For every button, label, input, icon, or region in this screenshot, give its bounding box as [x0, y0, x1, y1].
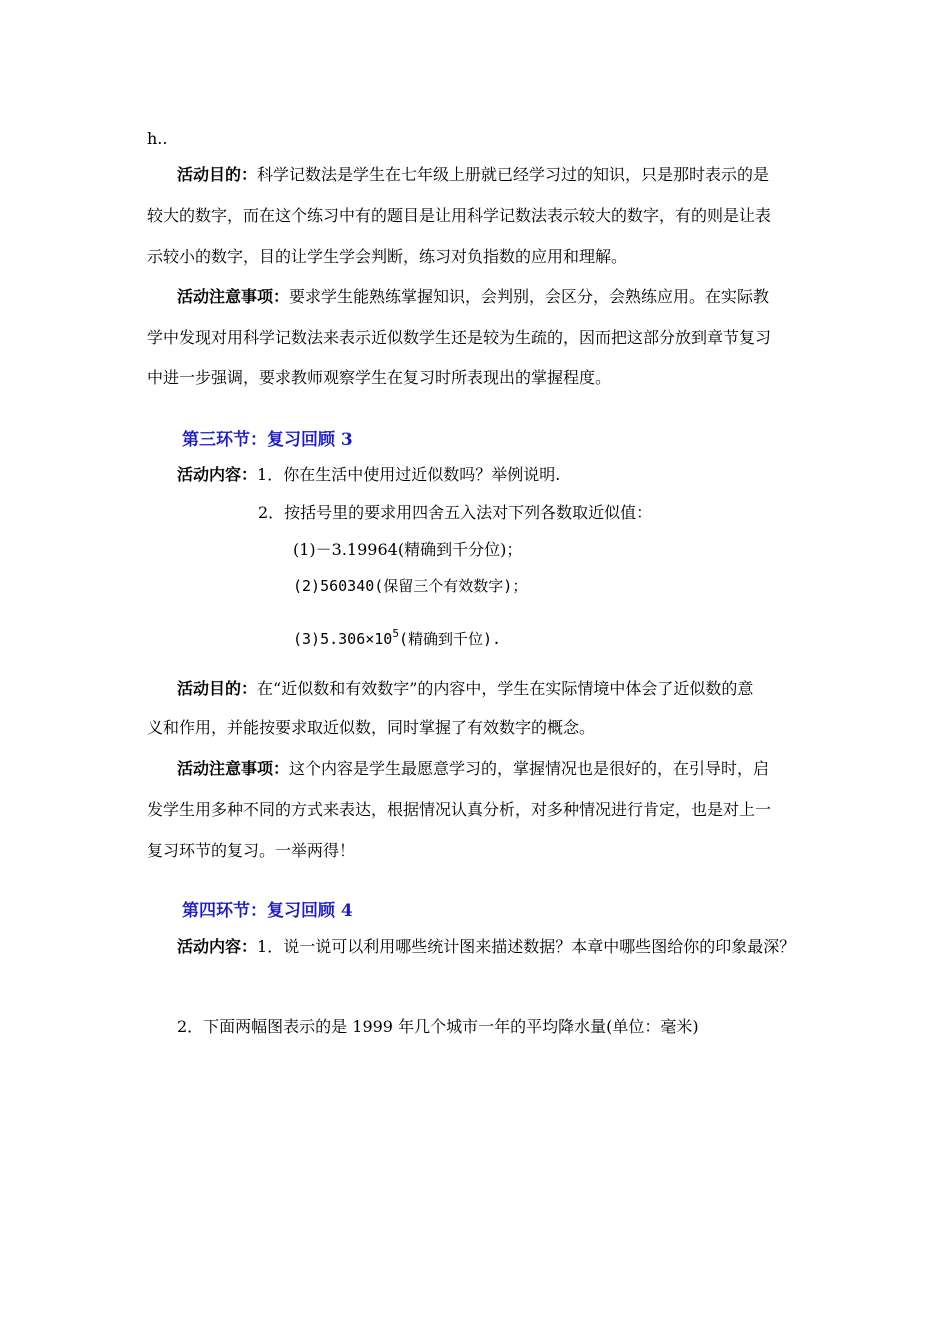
section-4-question-2: 2．下面两幅图表示的是 1999 年几个城市一年的平均降水量(单位：毫米): [177, 1017, 699, 1036]
item-3-requirement: (精确到千位).: [398, 630, 502, 648]
paragraph-purpose-2-line-2: 较大的数字，而在这个练习中有的题目是让用科学记数法表示较大的数字，有的则是让表: [147, 206, 772, 225]
paragraph-notes-2-line-3: 中进一步强调，要求教师观察学生在复习时所表现出的掌握程度。: [147, 368, 612, 387]
notes-text: 这个内容是学生最愿意学习的，掌握情况也是很好的，在引导时，启: [289, 759, 770, 778]
notes-text: 要求学生能熟练掌握知识，会判别，会区分，会熟练应用。在实际教: [289, 287, 770, 306]
approximation-item-1: (1)－3.19964(精确到千分位)；: [293, 540, 523, 559]
question-1: 1．你在生活中使用过近似数吗？举例说明.: [257, 465, 561, 484]
item-3-base: (3)5.306×10: [293, 630, 393, 648]
paragraph-notes-2-line-1: [177, 286, 769, 308]
approximation-item-2: (2)560340(保留三个有效数字)；: [293, 577, 528, 595]
item-3-exponent: 5: [392, 627, 399, 640]
section-3-content-q1: [177, 464, 560, 486]
purpose-label: 活动目的：: [177, 165, 258, 184]
section-4-heading: 第四环节：复习回顾 4: [182, 901, 353, 921]
section-3-question-2: 2．按括号里的要求用四舍五入法对下列各数取近似值：: [258, 503, 653, 522]
paragraph-notes-3-line-1: [177, 758, 769, 780]
purpose-text: 在“近似数和有效数字”的内容中，学生在实际情境中体会了近似数的意: [257, 679, 754, 698]
paragraph-notes-2-line-2: 学中发现对用科学记数法来表示近似数学生还是较为生疏的，因而把这部分放到章节复习: [147, 328, 772, 347]
approximation-item-3: [293, 628, 501, 650]
notes-label: 活动注意事项：: [177, 759, 290, 778]
content-label: 活动内容：: [177, 465, 258, 484]
paragraph-notes-3-line-2: 发学生用多种不同的方式来表达，根据情况认真分析，对多种情况进行肯定，也是对上一: [147, 800, 772, 819]
purpose-text: 科学记数法是学生在七年级上册就已经学习过的知识，只是那时表示的是: [257, 165, 770, 184]
paragraph-purpose-3-line-1: [177, 678, 753, 700]
section-3-heading: 第三环节：复习回顾 3: [182, 430, 353, 450]
question-1: 1．说一说可以利用哪些统计图来描述数据？本章中哪些图给你的印象最深？: [257, 937, 796, 956]
text-fragment: h..: [147, 129, 168, 148]
purpose-label: 活动目的：: [177, 679, 258, 698]
content-label: 活动内容：: [177, 937, 258, 956]
section-4-content-q1: [177, 936, 795, 958]
paragraph-purpose-2-line-1: [177, 164, 769, 186]
paragraph-notes-3-line-3: 复习环节的复习。一举两得！: [147, 841, 356, 860]
paragraph-purpose-3-line-2: 义和作用，并能按要求取近似数，同时掌握了有效数字的概念。: [147, 718, 596, 737]
paragraph-purpose-2-line-3: 示较小的数字，目的让学生学会判断，练习对负指数的应用和理解。: [147, 247, 628, 266]
notes-label: 活动注意事项：: [177, 287, 290, 306]
